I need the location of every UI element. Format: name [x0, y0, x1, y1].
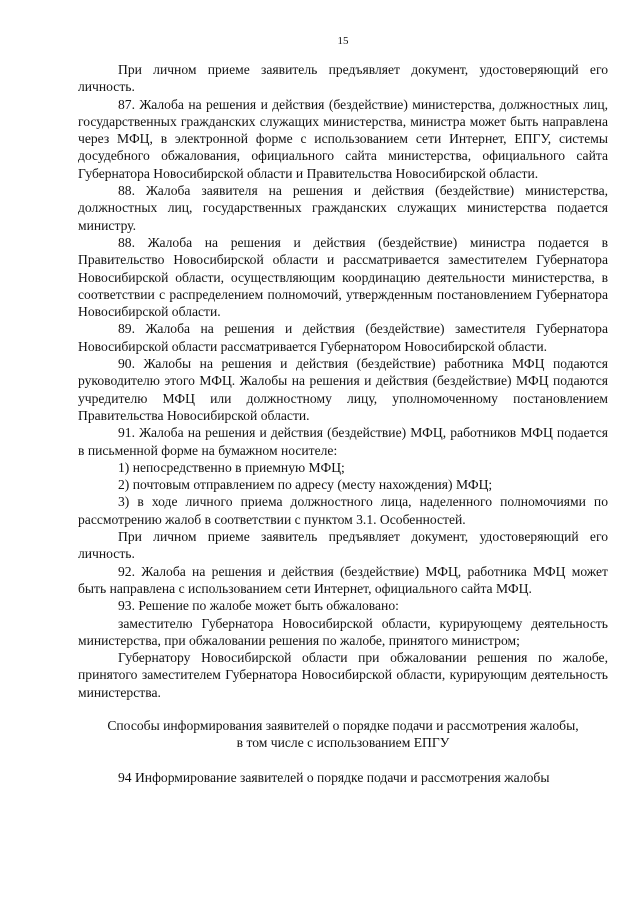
paragraph: 88. Жалоба заявителя на решения и действия (бездействие) министерства, должностных лиц, государственных гражданских служащих министерства подается министру. [78, 183, 608, 233]
list-item: 2) почтовым отправлением по адресу (месту нахождения) МФЦ; [118, 477, 493, 493]
paragraph: 94 Информирование заявителей о порядке подачи и рассмотрения жалобы [118, 769, 550, 785]
paragraph: 88. Жалоба на решения и действия (бездействие) министра подается в Правительство Новосибирской области и рассматривается заместителем Губернатора Новосибирской области, осуществляющим координацию деятельности министерства, в соответствии с распределением полномочий, утвержденным постановлением Губернатора Новосибирской области. [78, 234, 608, 320]
paragraph: заместителю Губернатора Новосибирской области, курирующему деятельность министерства, при обжаловании решения по жалобе, принятого министром; [78, 615, 608, 648]
section-heading [78, 717, 608, 752]
paragraph: 90. Жалобы на решения и действия (бездействие) работника МФЦ подаются руководителю этого МФЦ. Жалобы на решения и действия (бездействие) МФЦ подаются учредителю МФЦ или должностному лицу, уполномоченному постановлением Правительства Новосибирской области. [78, 356, 608, 423]
paragraph: 93. Решение по жалобе может быть обжаловано: [118, 598, 399, 614]
list-item: 1) непосредственно в приемную МФЦ; [118, 459, 345, 475]
paragraph: 89. Жалоба на решения и действия (бездействие) заместителя Губернатора Новосибирской области рассматривается Губернатором Новосибирской области. [78, 321, 608, 354]
paragraph: При личном приеме заявитель предъявляет документ, удостоверяющий его личность. [78, 62, 608, 95]
body-section-b [78, 769, 608, 786]
paragraph: Губернатору Новосибирской области при обжаловании решения по жалобе, принятого заместителем Губернатора Новосибирской области, курирующим деятельность министерства. [78, 650, 608, 700]
paragraph: 91. Жалоба на решения и действия (бездействие) МФЦ, работников МФЦ подается в письменной форме на бумажном носителе: [78, 425, 608, 458]
paragraph: При личном приеме заявитель предъявляет документ, удостоверяющий его личность. [78, 529, 608, 562]
paragraph: 87. Жалоба на решения и действия (бездействие) министерства, должностных лиц, государственных гражданских служащих министерства, министра может быть направлена через МФЦ, в электронной форме с использованием сети Интернет, ЕПГУ, системы досудебного обжалования, официального сайта министерства, официального сайта Губернатора Новосибирской области и Правительства Новосибирской области. [78, 96, 608, 181]
paragraph: 92. Жалоба на решения и действия (бездействие) МФЦ, работника МФЦ может быть направлена с использованием сети Интернет, официального сайта МФЦ. [78, 563, 608, 596]
body-section-a [78, 61, 608, 701]
list-item: 3) в ходе личного приема должностного лица, наделенного полномочиями по рассмотрению жалоб в соответствии с пунктом 3.1. Особенностей. [78, 494, 608, 527]
section-heading-line: Способы информирования заявителей о порядке подачи и рассмотрения жалобы, [107, 717, 579, 733]
section-heading-line: в том числе с использованием ЕПГУ [236, 735, 450, 751]
page-number: 15 [337, 35, 349, 47]
